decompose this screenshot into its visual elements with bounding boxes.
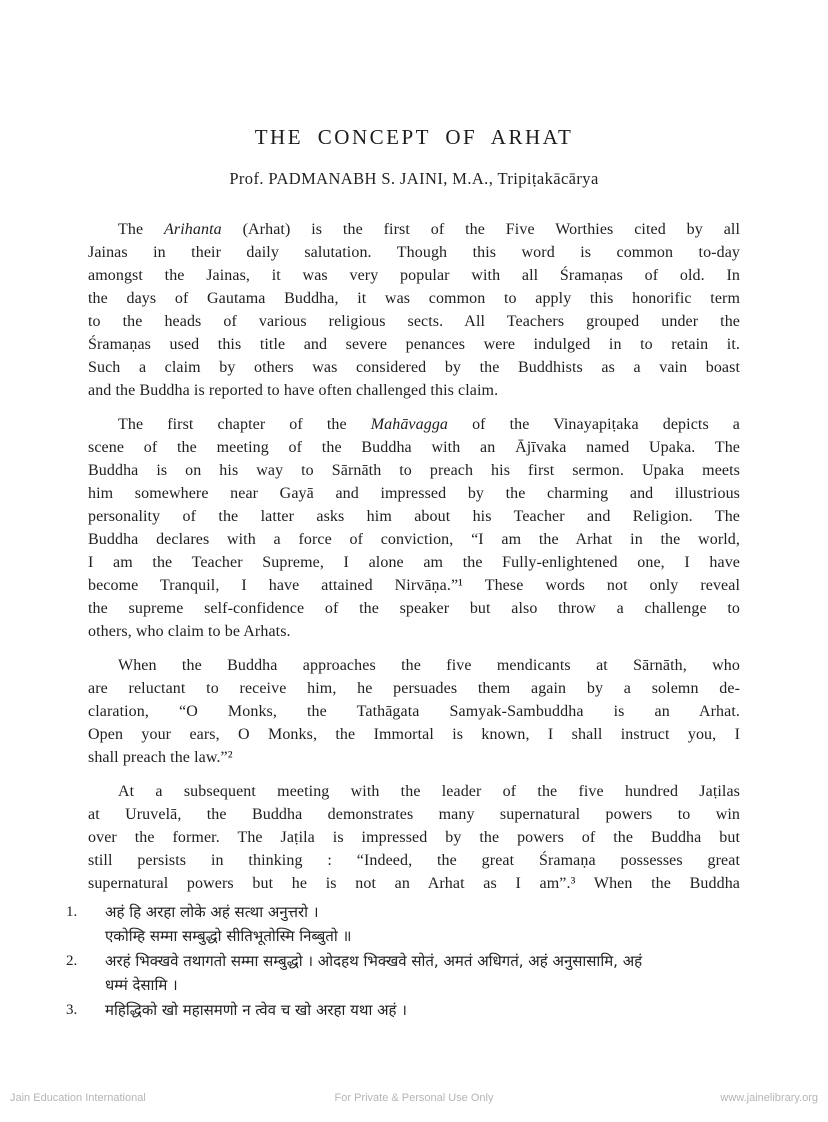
text-run: I am the Teacher Supreme, I alone am the Fully-enlightened one, I have bbox=[88, 554, 740, 571]
text-run: to the heads of various religious sects. All Teachers grouped under the bbox=[88, 313, 740, 330]
text-run: amongst the Jainas, it was very popular with all Śramaṇas of old. In bbox=[88, 267, 740, 284]
footnote-number: 1. bbox=[66, 904, 78, 920]
text-line bbox=[88, 482, 740, 505]
text-run: The first chapter of the bbox=[118, 416, 371, 433]
text-run: the supreme self-confidence of the speaker but also throw a challenge to bbox=[88, 600, 740, 617]
text-run: are reluctant to receive him, he persuades them again by a solemn de- bbox=[88, 680, 740, 697]
footnote-line: धम्मं देसामि । bbox=[105, 975, 178, 994]
text-run: The bbox=[118, 221, 165, 238]
footnote-line: अरहं भिक्खवे तथागतो सम्मा सम्बुद्धो । ओदहथ भिक्खवे सोतं, अमतं अधिगतं, अहं अनुसासामि, अहं bbox=[105, 952, 643, 970]
text-run: Such a claim by others was considered by the Buddhists as a vain boast bbox=[88, 359, 740, 376]
italic-term: Arihanta bbox=[164, 221, 222, 238]
text-run: personality of the latter asks him about his Teacher and Religion. The bbox=[88, 508, 740, 525]
paragraph bbox=[88, 413, 740, 643]
text-run: supernatural powers but he is not an Arhat as I am”.³ When the Buddha bbox=[88, 875, 740, 892]
text-line bbox=[88, 597, 740, 620]
text-run: shall preach the law.”² bbox=[88, 749, 233, 766]
footnote-number: 2. bbox=[66, 953, 78, 969]
footnote bbox=[66, 999, 740, 1023]
text-line bbox=[88, 551, 740, 574]
text-line bbox=[88, 746, 740, 769]
text-line bbox=[88, 677, 740, 700]
footnote-text bbox=[105, 901, 740, 948]
text-line bbox=[88, 505, 740, 528]
text-run: Buddha is on his way to Sārnāth to preach his first sermon. Upaka meets bbox=[88, 462, 740, 479]
page-footer bbox=[0, 1088, 828, 1110]
text-line bbox=[88, 780, 740, 803]
text-line bbox=[88, 264, 740, 287]
footnotes-section bbox=[66, 901, 740, 1023]
footnote bbox=[66, 950, 740, 997]
text-line bbox=[88, 723, 740, 746]
footnote-line: एकोम्हि सम्मा सम्बुद्धो सीतिभूतोस्मि निब्बुतो ॥ bbox=[105, 926, 352, 945]
text-run: him somewhere near Gayā and impressed by the charming and illustrious bbox=[88, 485, 740, 502]
footer-left-text: Jain Education International bbox=[10, 1092, 146, 1104]
text-line bbox=[88, 849, 740, 872]
text-line bbox=[88, 528, 740, 551]
paragraph bbox=[88, 780, 740, 895]
text-line bbox=[88, 287, 740, 310]
text-run: scene of the meeting of the Buddha with an Ājīvaka named Upaka. The bbox=[88, 439, 740, 456]
text-run: the days of Gautama Buddha, it was common to apply this honorific term bbox=[88, 290, 740, 307]
paragraph bbox=[88, 218, 740, 402]
author-line: Prof. PADMANABH S. JAINI, M.A., Tripiṭakācārya bbox=[229, 169, 599, 188]
italic-term: Mahāvagga bbox=[370, 416, 449, 433]
text-run: others, who claim to be Arhats. bbox=[88, 623, 291, 640]
text-run: Jainas in their daily salutation. Though this word is common to-day bbox=[88, 244, 740, 261]
text-run: At a subsequent meeting with the leader of the five hundred Jaṭilas bbox=[118, 783, 740, 800]
text-run: When the Buddha approaches the five mendicants at Sārnāth, who bbox=[118, 657, 740, 674]
text-run: Śramaṇas used this title and severe penances were indulged in to retain it. bbox=[88, 336, 740, 353]
footer-center-text: For Private & Personal Use Only bbox=[334, 1092, 494, 1104]
text-line bbox=[88, 310, 740, 333]
footnote-line: महिद्धिको खो महासमणो न त्वेव च खो अरहा यथा अहं । bbox=[105, 1001, 407, 1019]
page-title: THE CONCEPT OF ARHAT bbox=[254, 125, 574, 149]
text-run: over the former. The Jaṭila is impressed by the powers of the Buddha but bbox=[88, 829, 740, 846]
text-line bbox=[88, 654, 740, 677]
text-line bbox=[88, 333, 740, 356]
text-line bbox=[88, 826, 740, 849]
body-paragraphs bbox=[88, 218, 740, 895]
text-line bbox=[88, 436, 740, 459]
text-line bbox=[88, 803, 740, 826]
text-run: claration, “O Monks, the Tathāgata Samyak-Sambuddha is an Arhat. bbox=[88, 703, 740, 720]
paragraph bbox=[88, 654, 740, 769]
text-run: become Tranquil, I have attained Nirvāṇa.”¹ These words not only reveal bbox=[88, 577, 740, 594]
text-line bbox=[88, 413, 740, 436]
text-run: still persists in thinking : “Indeed, the great Śramaṇa possesses great bbox=[88, 852, 740, 869]
footnote-line: अहं हि अरहा लोके अहं सत्था अनुत्तरो । bbox=[105, 903, 319, 921]
text-line bbox=[88, 700, 740, 723]
text-run: (Arhat) is the first of the Five Worthies cited by all bbox=[221, 221, 741, 238]
text-line bbox=[88, 620, 740, 643]
footnote-text bbox=[105, 999, 740, 1023]
article-content bbox=[66, 0, 741, 1023]
text-run: Open your ears, O Monks, the Immortal is known, I shall instruct you, I bbox=[88, 726, 740, 743]
footer-right-link: www.jainelibrary.org bbox=[720, 1092, 818, 1104]
footnote-text bbox=[105, 950, 740, 997]
footnote-number: 3. bbox=[66, 1002, 78, 1018]
text-run: at Uruvelā, the Buddha demonstrates many supernatural powers to win bbox=[88, 806, 740, 823]
text-line bbox=[88, 241, 740, 264]
text-run: and the Buddha is reported to have often challenged this claim. bbox=[88, 382, 499, 399]
text-line bbox=[88, 872, 740, 895]
text-line bbox=[88, 218, 740, 241]
text-line bbox=[88, 574, 740, 597]
text-line bbox=[88, 459, 740, 482]
text-line bbox=[88, 356, 740, 379]
text-line bbox=[88, 379, 740, 402]
text-run: Buddha declares with a force of conviction, “I am the Arhat in the world, bbox=[88, 531, 740, 548]
footnote bbox=[66, 901, 740, 948]
text-run: of the Vinayapiṭaka depicts a bbox=[448, 416, 740, 433]
